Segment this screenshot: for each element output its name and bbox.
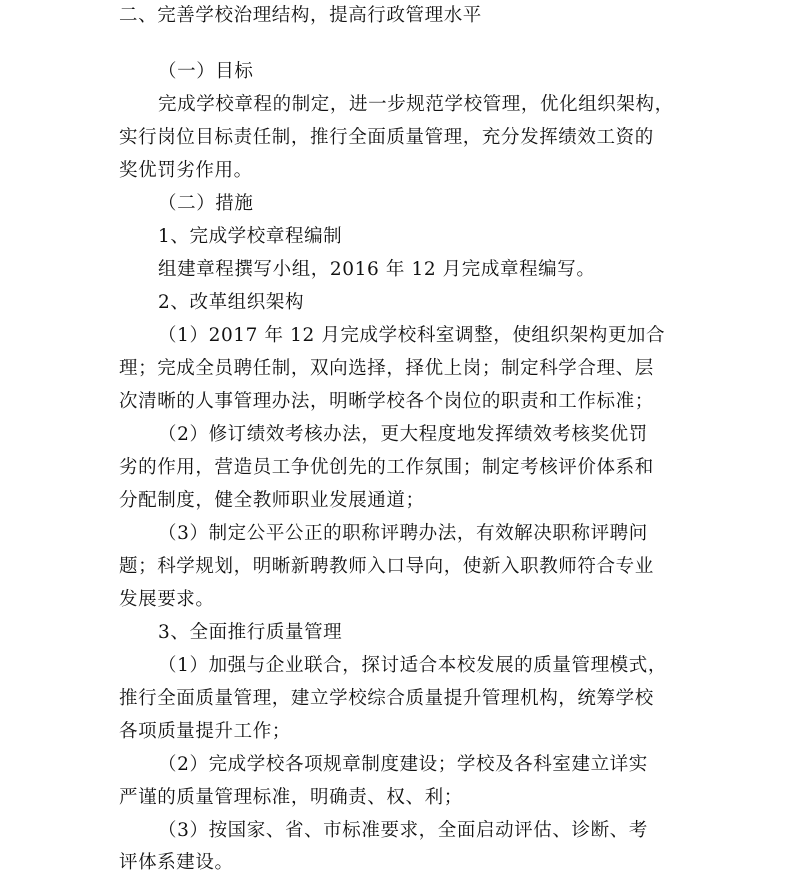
item2-p3-line: 发展要求。 xyxy=(119,589,215,610)
item3-p1-line: 各项质量提升工作； xyxy=(119,721,291,742)
item3-p3-line: 评体系建设。 xyxy=(119,852,234,873)
item3-p2-line: 严谨的质量管理标准，明确责、权、利； xyxy=(119,787,463,808)
goal-heading: （一）目标 xyxy=(158,61,254,82)
item3-p1-line: 推行全面质量管理，建立学校综合质量提升管理机构，统筹学校 xyxy=(119,688,654,709)
item2-p3-line: （3）制定公平公正的职称评聘办法，有效解决职称评聘问 xyxy=(158,523,648,544)
section-heading: 二、完善学校治理结构，提高行政管理水平 xyxy=(119,5,482,26)
item3-p2-line: （2）完成学校各项规章制度建设；学校及各科室建立详实 xyxy=(158,754,648,775)
measures-heading: （二）措施 xyxy=(158,193,254,214)
item1-text: 组建章程撰写小组，2016 年 12 月完成章程编写。 xyxy=(158,259,596,280)
item2-p1-line: 理；完成全员聘任制，双向选择，择优上岗；制定科学合理、层 xyxy=(119,358,654,379)
goal-paragraph-line: 实行岗位目标责任制，推行全面质量管理，充分发挥绩效工资的 xyxy=(119,127,654,148)
item2-p2-line: 劣的作用，营造员工争优创先的工作氛围；制定考核评价体系和 xyxy=(119,457,654,478)
item2-p1-line: （1）2017 年 12 月完成学校科室调整，使组织架构更加合 xyxy=(158,325,666,346)
item1-title: 1、完成学校章程编制 xyxy=(158,226,343,247)
item3-p1-line: （1）加强与企业联合，探讨适合本校发展的质量管理模式， xyxy=(158,655,667,676)
item3-title: 3、全面推行质量管理 xyxy=(158,622,343,643)
item2-p1-line: 次清晰的人事管理办法，明晰学校各个岗位的职责和工作标准； xyxy=(119,391,654,412)
goal-paragraph-line: 完成学校章程的制定，进一步规范学校管理，优化组织架构， xyxy=(158,94,674,115)
item2-p3-line: 题；科学规划，明晰新聘教师入口导向，使新入职教师符合专业 xyxy=(119,556,654,577)
goal-paragraph-line: 奖优罚劣作用。 xyxy=(119,160,253,181)
item2-title: 2、改革组织架构 xyxy=(158,292,305,313)
item2-p2-line: 分配制度，健全教师职业发展通道； xyxy=(119,490,425,511)
item2-p2-line: （2）修订绩效考核办法，更大程度地发挥绩效考核奖优罚 xyxy=(158,424,648,445)
item3-p3-line: （3）按国家、省、市标准要求，全面启动评估、诊断、考 xyxy=(158,820,648,841)
